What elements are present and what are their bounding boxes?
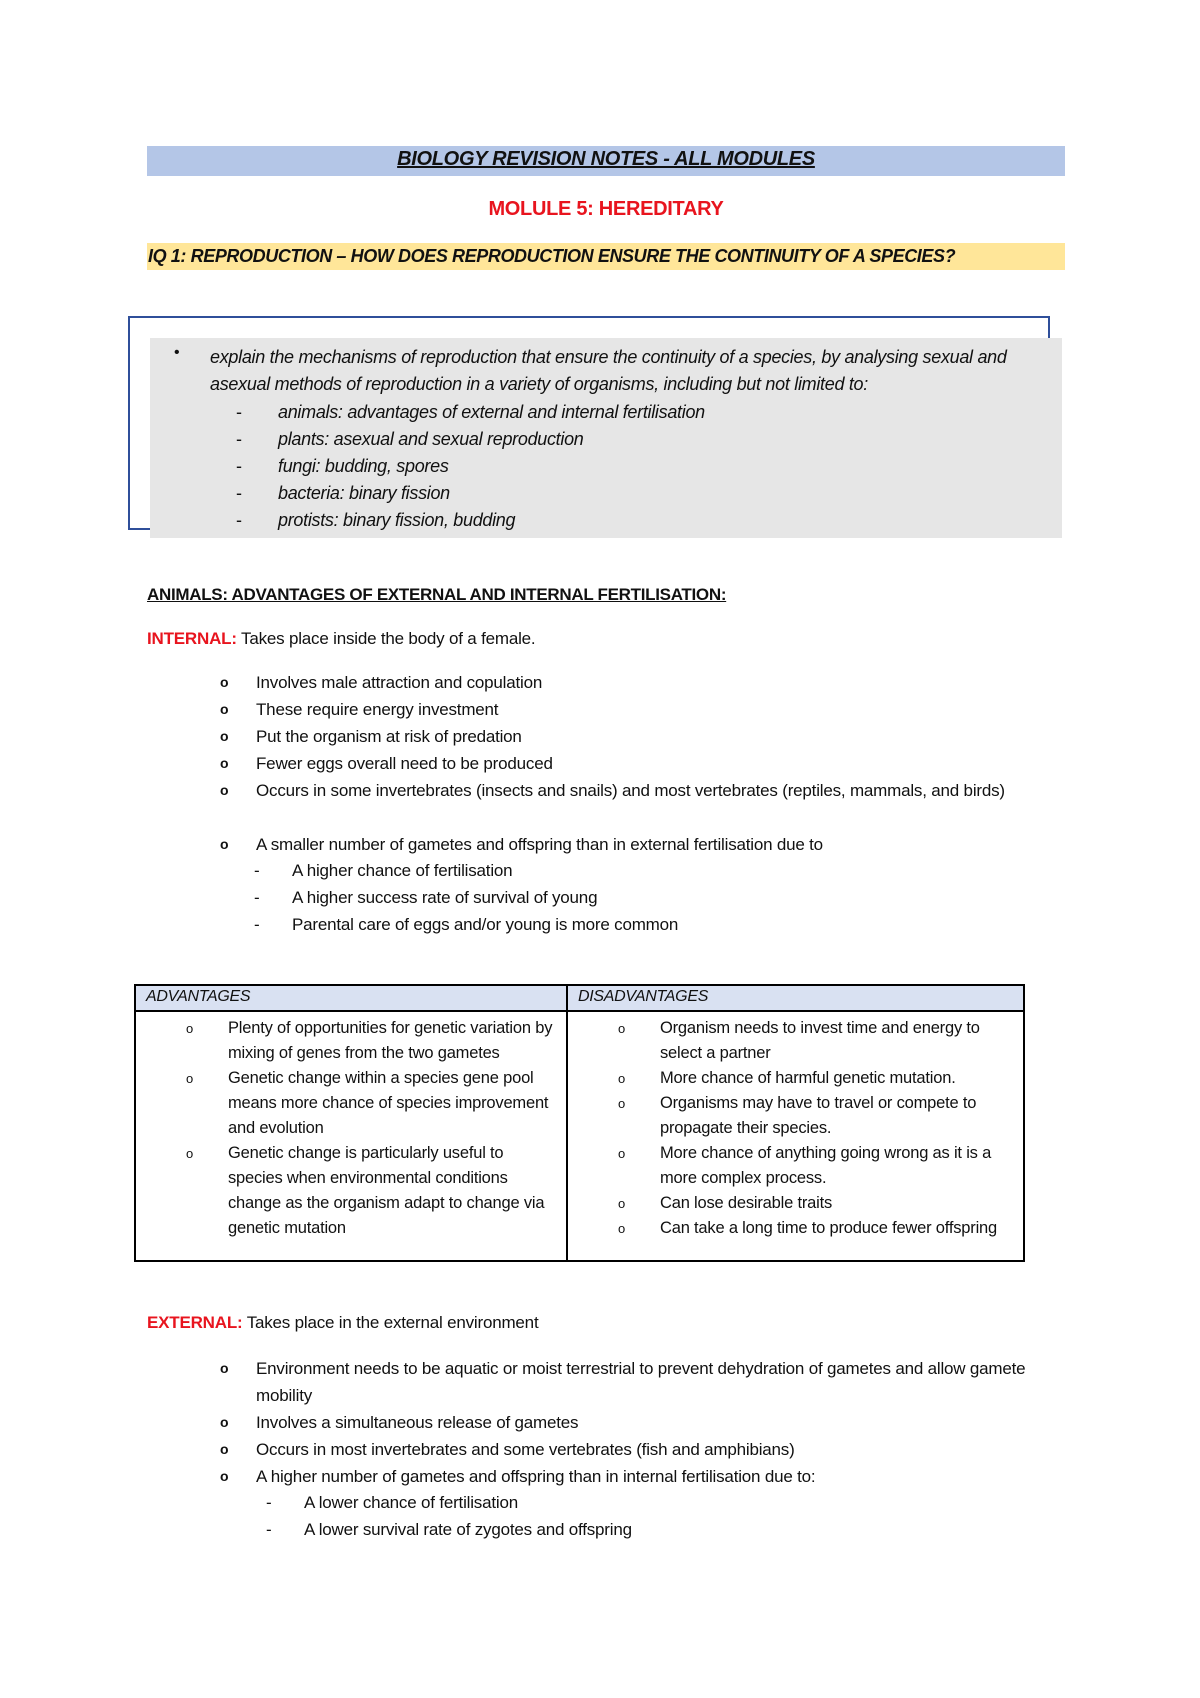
list-item: o A higher number of gametes and offspring than in internal fertilisation due to:	[220, 1467, 816, 1486]
advantage-item: o Genetic change is particularly useful to species when environmental conditions change as the organism adapt to change via genetic mutation	[186, 1144, 545, 1237]
list-item: o These require energy investment	[220, 700, 499, 719]
list-item: o Fewer eggs overall need to be produced	[220, 754, 553, 773]
sub-list-item: - A higher success rate of survival of young	[254, 888, 598, 907]
disadvantages-header: DISADVANTAGES	[578, 988, 709, 1005]
section-heading: ANIMALS: ADVANTAGES OF EXTERNAL AND INTERNAL FERTILISATION:	[147, 585, 727, 604]
list-item: o Put the organism at risk of predation	[220, 727, 522, 746]
syllabus-sub-point: - plants: asexual and sexual reproduction	[236, 429, 584, 449]
list-item: o Occurs in some invertebrates (insects and snails) and most vertebrates (reptiles, mammals, and birds)	[220, 781, 1005, 800]
sub-list-item: - A lower chance of fertilisation	[266, 1493, 518, 1512]
inquiry-question: IQ 1: REPRODUCTION – HOW DOES REPRODUCTION ENSURE THE CONTINUITY OF A SPECIES?	[148, 246, 956, 266]
advantages-column	[186, 1016, 556, 1241]
syllabus-sub-point: - animals: advantages of external and internal fertilisation	[236, 402, 705, 422]
list-item: o Occurs in most invertebrates and some vertebrates (fish and amphibians)	[220, 1440, 795, 1459]
external-lead	[147, 1313, 538, 1333]
syllabus-point: explain the mechanisms of reproduction that ensure the continuity of a species, by analysing sexual and asexual methods of reproduction in a variety of organisms, including but not limited to:	[210, 347, 1007, 394]
syllabus-sub-point: - protists: binary fission, budding	[236, 510, 516, 530]
advantage-item: o Plenty of opportunities for genetic variation by mixing of genes from the two gametes	[186, 1019, 553, 1062]
sub-list-item: - Parental care of eggs and/or young is more common	[254, 915, 679, 934]
syllabus-sub-point: - fungi: budding, spores	[236, 456, 449, 476]
disadvantage-item: o Can take a long time to produce fewer offspring	[618, 1219, 997, 1237]
table-divider	[566, 986, 568, 1260]
disadvantages-column	[618, 1016, 998, 1241]
module-title: MOLULE 5: HEREDITARY	[488, 198, 724, 220]
advantage-item: o Genetic change within a species gene pool means more chance of species improvement and evolution	[186, 1069, 549, 1137]
internal-label: INTERNAL:	[147, 629, 237, 648]
list-item: o A smaller number of gametes and offspring than in external fertilisation due to	[220, 835, 823, 854]
external-description: Takes place in the external environment	[246, 1313, 539, 1332]
external-label: EXTERNAL:	[147, 1313, 243, 1332]
disadvantage-item: o Organisms may have to travel or compete to propagate their species.	[618, 1094, 977, 1137]
disadvantage-item: o Can lose desirable traits	[618, 1194, 833, 1212]
sub-list-item: - A higher chance of fertilisation	[254, 861, 513, 880]
sub-list-item: - A lower survival rate of zygotes and offspring	[266, 1520, 632, 1539]
list-item: o Environment needs to be aquatic or moist terrestrial to prevent dehydration of gametes and allow gamete mobility	[220, 1359, 1026, 1405]
advantages-header: ADVANTAGES	[146, 988, 251, 1005]
disadvantage-item: o More chance of harmful genetic mutation.	[618, 1069, 956, 1087]
disadvantage-item: o More chance of anything going wrong as it is a more complex process.	[618, 1144, 992, 1187]
bullet-icon: •	[174, 344, 180, 361]
disadvantage-item: o Organism needs to invest time and energy to select a partner	[618, 1019, 980, 1062]
internal-description: Takes place inside the body of a female.	[241, 629, 536, 648]
comparison-table	[134, 984, 1025, 1262]
list-item: o Involves male attraction and copulation	[220, 673, 543, 692]
syllabus-sub-point: - bacteria: binary fission	[236, 483, 450, 503]
list-item: o Involves a simultaneous release of gametes	[220, 1413, 579, 1432]
document-title: BIOLOGY REVISION NOTES - ALL MODULES	[397, 148, 815, 170]
internal-lead	[147, 629, 535, 649]
